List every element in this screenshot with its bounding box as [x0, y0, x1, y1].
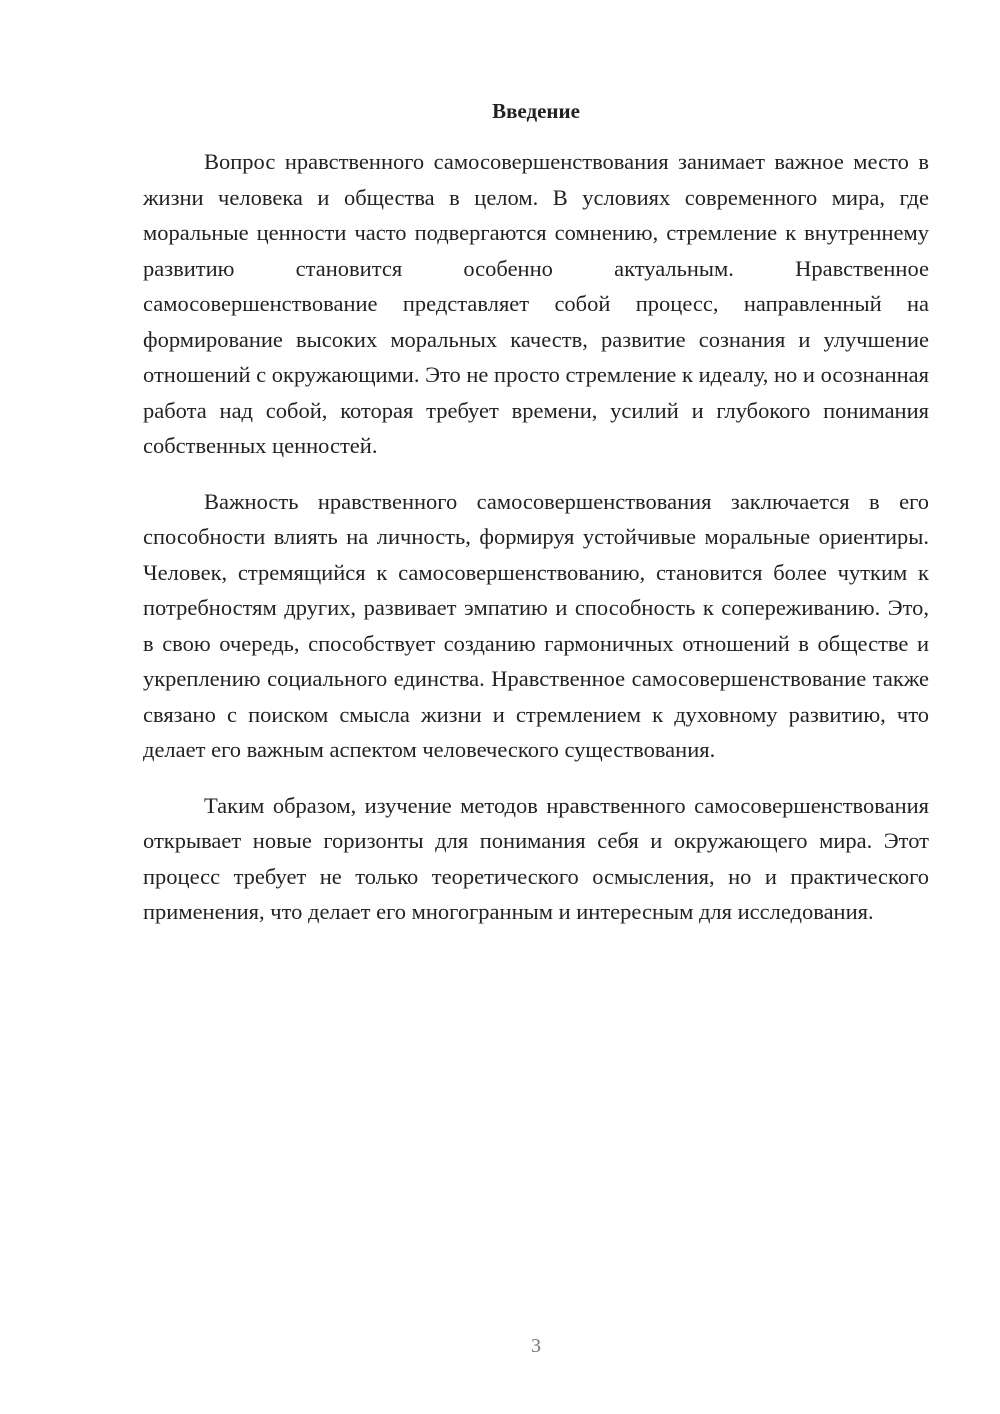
- section-title: Введение: [492, 99, 580, 123]
- paragraph: Важность нравственного самосовершенствования заключается в его способности влиять на личность, формируя устойчивые моральные ориентиры. Человек, стремящийся к самосовершенствованию, становится более чутким к потребностям других, развивает эмпатию и способность к сопереживанию. Это, в свою очередь, способствует созданию гармоничных отношений в обществе и укреплению социального единства. Нравственное самосовершенствование также связано с поиском смысла жизни и стремлением к духовному развитию, что делает его важным аспектом человеческого существования.: [143, 488, 929, 762]
- page-number: 3: [531, 1335, 541, 1357]
- paragraph: Таким образом, изучение методов нравственного самосовершенствования открывает новые горизонты для понимания себя и окружающего мира. Этот процесс требует не только теоретического осмысления, но и практического применения, что делает его многогранным и интересным для исследования.: [143, 792, 929, 924]
- paragraph: Вопрос нравственного самосовершенствования занимает важное место в жизни человека и общества в целом. В условиях современного мира, где моральные ценности часто подвергаются сомнению, стремление к внутреннему развитию становится особенно актуальным. Нравственное самосовершенствование представляет собой процесс, направленный на формирование высоких моральных качеств, развитие сознания и улучшение отношений с окружающими. Это не просто стремление к идеалу, но и осознанная работа над собой, которая требует времени, усилий и глубокого понимания собственных ценностей.: [143, 149, 929, 458]
- body-text: [143, 144, 929, 950]
